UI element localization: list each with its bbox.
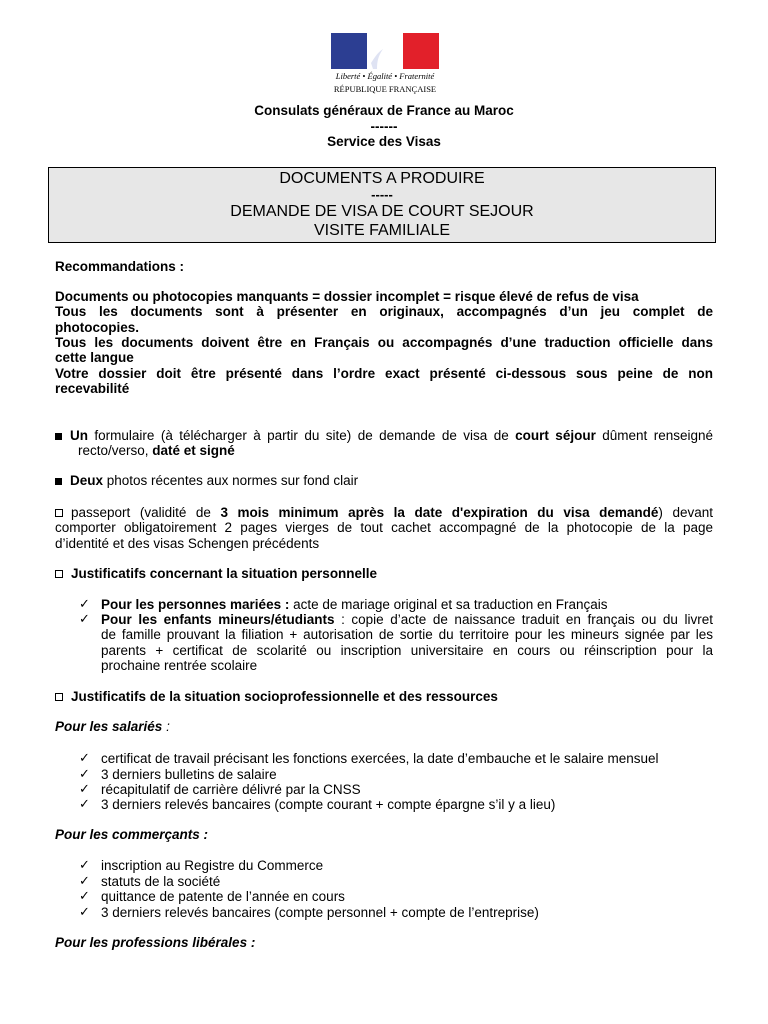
check-icon: ✓ [79, 781, 90, 796]
title-line-2: DEMANDE DE VISA DE COURT SEJOUR [230, 203, 534, 220]
check-icon: ✓ [79, 596, 90, 611]
title-line-1: DOCUMENTS A PRODUIRE [279, 170, 485, 187]
bullet-square-icon [55, 693, 63, 701]
marianne-profile-icon [331, 33, 439, 69]
minors-item-line-4: prochaine rentrée scolaire [101, 658, 258, 673]
merchants-item: inscription au Registre du Commerce [101, 858, 324, 873]
republique-francaise-logo [331, 33, 439, 97]
check-icon: ✓ [79, 873, 90, 888]
check-icon: ✓ [79, 857, 90, 872]
item-passport-line-3: d’identité et des visas Schengen précédents [55, 536, 320, 551]
republic-name: RÉPUBLIQUE FRANÇAISE [333, 84, 437, 94]
title-separator: ----- [371, 187, 393, 202]
merchants-item: quittance de patente de l’année en cours [101, 889, 345, 904]
recommendation-1: Documents ou photocopies manquants = dossier incomplet = risque élevé de refus de visa [55, 289, 639, 304]
header-separator: ------ [370, 119, 398, 134]
married-item: Pour les personnes mariées : acte de mariage original et sa traduction en Français [101, 597, 608, 612]
employees-item: certificat de travail précisant les fonctions exercées, la date d’embauche et le salaire mensuel [101, 751, 659, 766]
recommendation-3-line-2: cette langue [55, 350, 134, 365]
minors-item-line-1: Pour les enfants mineurs/étudiants : copie d’acte de naissance traduit en français ou du livret [101, 612, 713, 627]
check-icon: ✓ [79, 888, 90, 903]
item-passport-line-1: passeport (validité de 3 mois minimum après la date d'expiration du visa demandé) devant [55, 505, 713, 520]
bullet-square-icon [55, 433, 62, 440]
employees-item: 3 derniers bulletins de salaire [101, 767, 277, 782]
employees-subheading: Pour les salariés : [55, 719, 170, 734]
personal-situation-heading: Justificatifs concernant la situation personnelle [55, 566, 377, 581]
merchants-item: statuts de la société [101, 874, 221, 889]
item-photos: Deux photos récentes aux normes sur fond clair [55, 473, 358, 488]
minors-item-line-2: de famille prouvant la filiation + autorisation de sortie du territoire pour les mineurs signée par les [101, 627, 713, 642]
liberal-professions-subheading: Pour les professions libérales : [55, 935, 256, 950]
item-form-line-2: recto/verso, daté et signé [78, 443, 235, 458]
minors-item-line-3: parents + certificat de scolarité ou inscription universitaire en cours ou réinscription pour la [101, 643, 713, 658]
title-line-3: VISITE FAMILIALE [313, 222, 451, 239]
check-icon: ✓ [79, 766, 90, 781]
item-passport-line-2: comporter obligatoirement 2 pages vierges de tout cachet accompagné de la photocopie de la page [55, 520, 713, 535]
merchants-item: 3 derniers relevés bancaires (compte personnel + compte de l’entreprise) [101, 905, 539, 920]
socio-heading: Justificatifs de la situation socioprofessionnelle et des ressources [55, 689, 498, 704]
recommendation-4-line-1: Votre dossier doit être présenté dans l’ordre exact présenté ci-dessous sous peine de non [55, 366, 713, 381]
recommendation-2-line-2: photocopies. [55, 320, 139, 335]
consulate-title: Consulats généraux de France au Maroc [254, 103, 514, 118]
recommendation-3-line-1: Tous les documents doivent être en Français ou accompagnés d’une traduction officielle dans [55, 335, 713, 350]
item-form-line-1: Un formulaire (à télécharger à partir du site) de demande de visa de court séjour dûment renseigné [55, 428, 713, 443]
bullet-square-icon [55, 509, 63, 517]
employees-item: 3 derniers relevés bancaires (compte courant + compte épargne s’il y a lieu) [101, 797, 556, 812]
check-icon: ✓ [79, 611, 90, 626]
service-title: Service des Visas [327, 134, 441, 149]
motto: Liberté • Égalité • Fraternité [335, 71, 435, 81]
check-icon: ✓ [79, 904, 90, 919]
recommendations-label: Recommandations : [55, 259, 185, 274]
bullet-square-icon [55, 478, 62, 485]
merchants-subheading: Pour les commerçants : [55, 827, 209, 842]
check-icon: ✓ [79, 750, 90, 765]
recommendation-2-line-1: Tous les documents sont à présenter en originaux, accompagnés d’un jeu complet de [55, 304, 713, 319]
document-title-box [48, 167, 716, 243]
check-icon: ✓ [79, 796, 90, 811]
recommendation-4-line-2: recevabilité [55, 381, 130, 396]
employees-item: récapitulatif de carrière délivré par la CNSS [101, 782, 361, 797]
bullet-square-icon [55, 570, 63, 578]
